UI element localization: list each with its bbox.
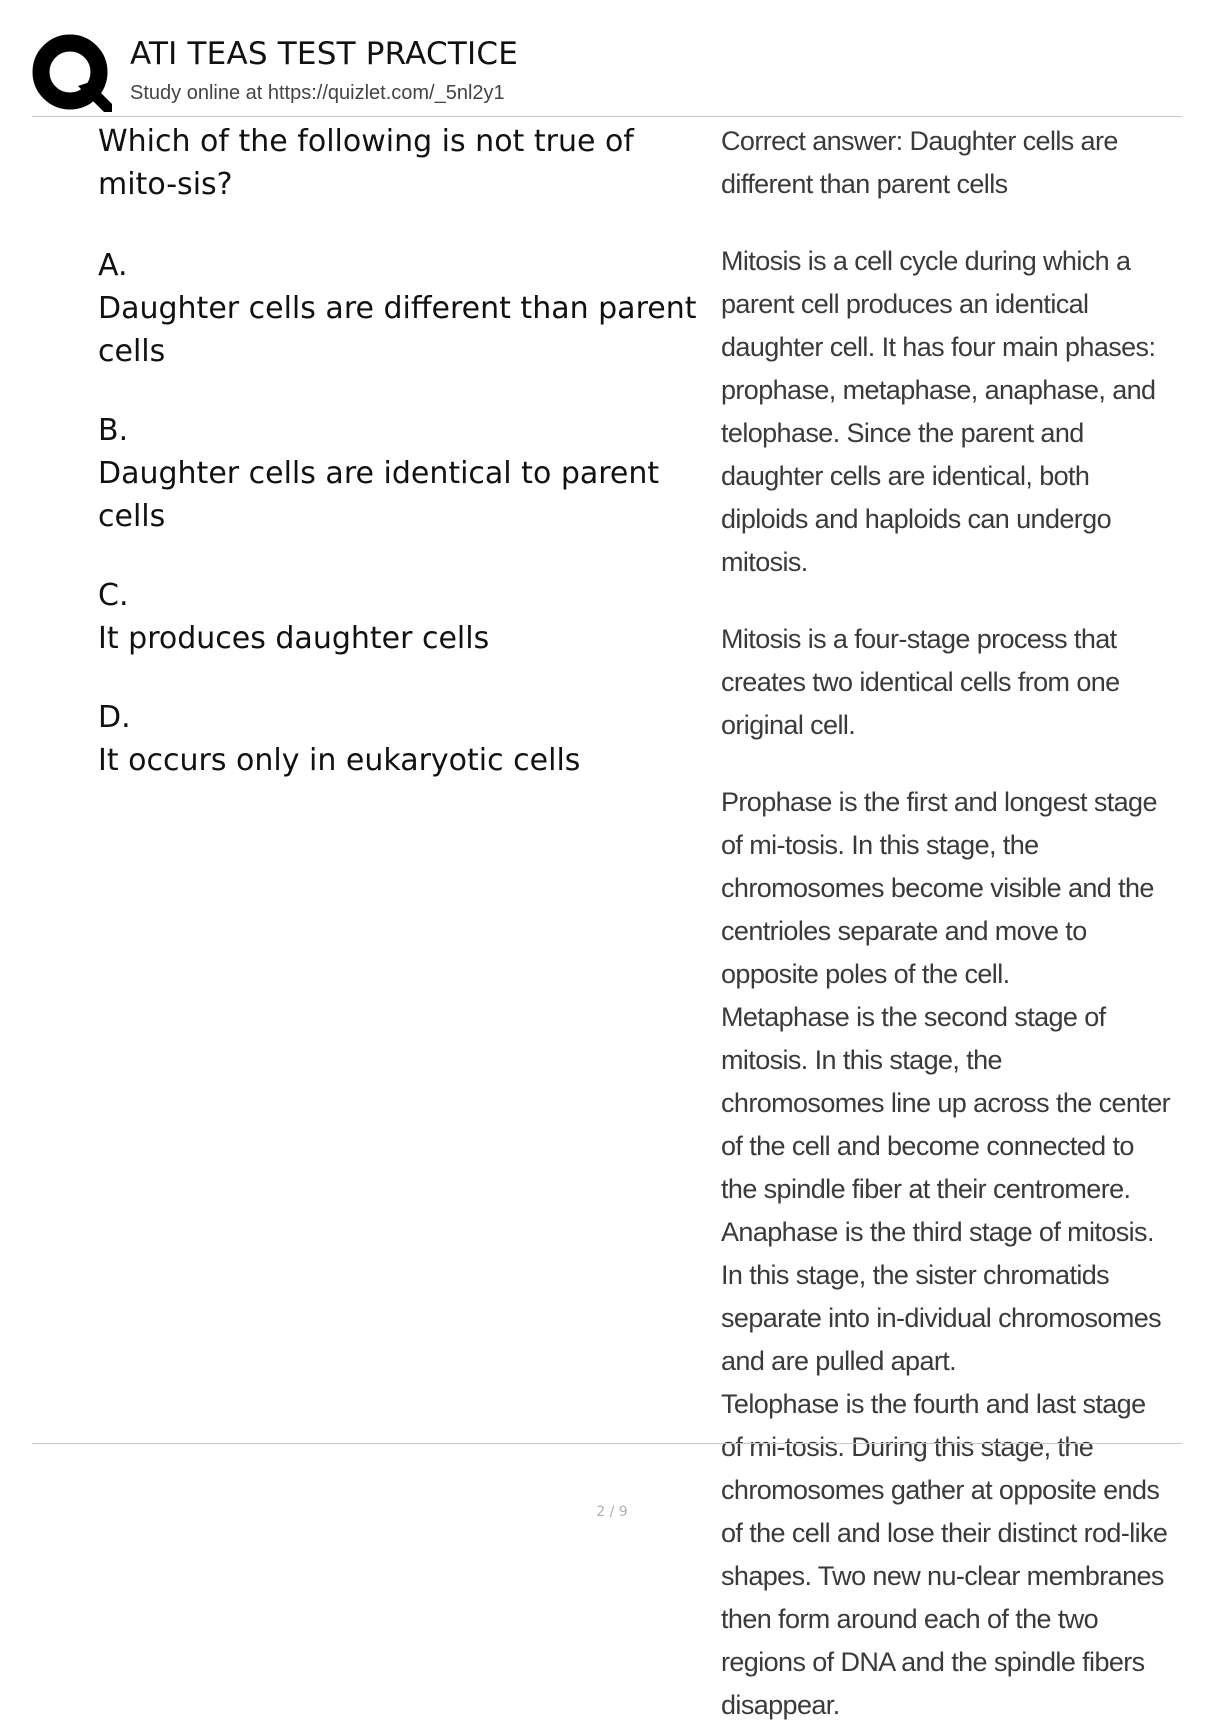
prophase-text: Prophase is the first and longest stage of mi-tosis. In this stage, the chromosomes become visible and the centrioles separate and move to opposite poles of the cell. bbox=[721, 787, 1157, 989]
explanation-paragraph: Mitosis is a cell cycle during which a parent cell produces an identical daughter cell. It has four main phases: prophase, metaphase, anaphase, and telophase. Since the parent and daughter cells are identical, both diploids and haploids can undergo mitosis. bbox=[721, 246, 1156, 577]
explanation-summary: Mitosis is a four-stage process that creates two identical cells from one original cell. bbox=[721, 624, 1120, 740]
option-a bbox=[98, 244, 698, 373]
page-header bbox=[32, 30, 1182, 116]
header-divider bbox=[32, 116, 1182, 117]
anaphase-text: Anaphase is the third stage of mitosis. In this stage, the sister chromatids separate into in-dividual chromosomes and are pulled apart. bbox=[721, 1217, 1162, 1376]
study-link-text: Study online at https://quizlet.com/_5nl2y1 bbox=[130, 82, 505, 104]
document-title: ATI TEAS TEST PRACTICE bbox=[130, 36, 518, 72]
option-text: Daughter cells are different than parent cells bbox=[98, 291, 697, 369]
answer-column bbox=[721, 120, 1171, 1727]
option-letter: B. bbox=[98, 413, 129, 448]
question-text: Which of the following is not true of mito-sis? bbox=[98, 124, 634, 202]
footer-divider bbox=[32, 1443, 1182, 1444]
option-d bbox=[98, 696, 698, 782]
option-letter: D. bbox=[98, 700, 131, 735]
correct-answer: Correct answer: Daughter cells are different than parent cells bbox=[721, 126, 1118, 199]
spacer bbox=[721, 584, 1171, 618]
spacer bbox=[721, 747, 1171, 781]
option-b bbox=[98, 409, 698, 538]
metaphase-text: Metaphase is the second stage of mitosis. In this stage, the chromosomes line up across the center of the cell and become connected to the spindle fiber at their centromere. bbox=[721, 1002, 1171, 1204]
quizlet-logo-icon bbox=[32, 34, 112, 114]
option-text: Daughter cells are identical to parent cells bbox=[98, 456, 660, 534]
option-letter: C. bbox=[98, 578, 129, 613]
spacer bbox=[721, 206, 1171, 240]
option-c bbox=[98, 574, 698, 660]
option-text: It produces daughter cells bbox=[98, 621, 490, 656]
telophase-text: Telophase is the fourth and last stage of mi-tosis. During this stage, the chromosomes gather at opposite ends of the cell and lose their distinct rod-like shapes. Two new nu-clear membranes then form around each of the two regions of DNA and the spindle fibers disappear. bbox=[721, 1389, 1168, 1720]
option-letter: A. bbox=[98, 248, 128, 283]
option-text: It occurs only in eukaryotic cells bbox=[98, 743, 581, 778]
page-number: 2 / 9 bbox=[596, 1504, 628, 1520]
question-column bbox=[98, 120, 698, 818]
